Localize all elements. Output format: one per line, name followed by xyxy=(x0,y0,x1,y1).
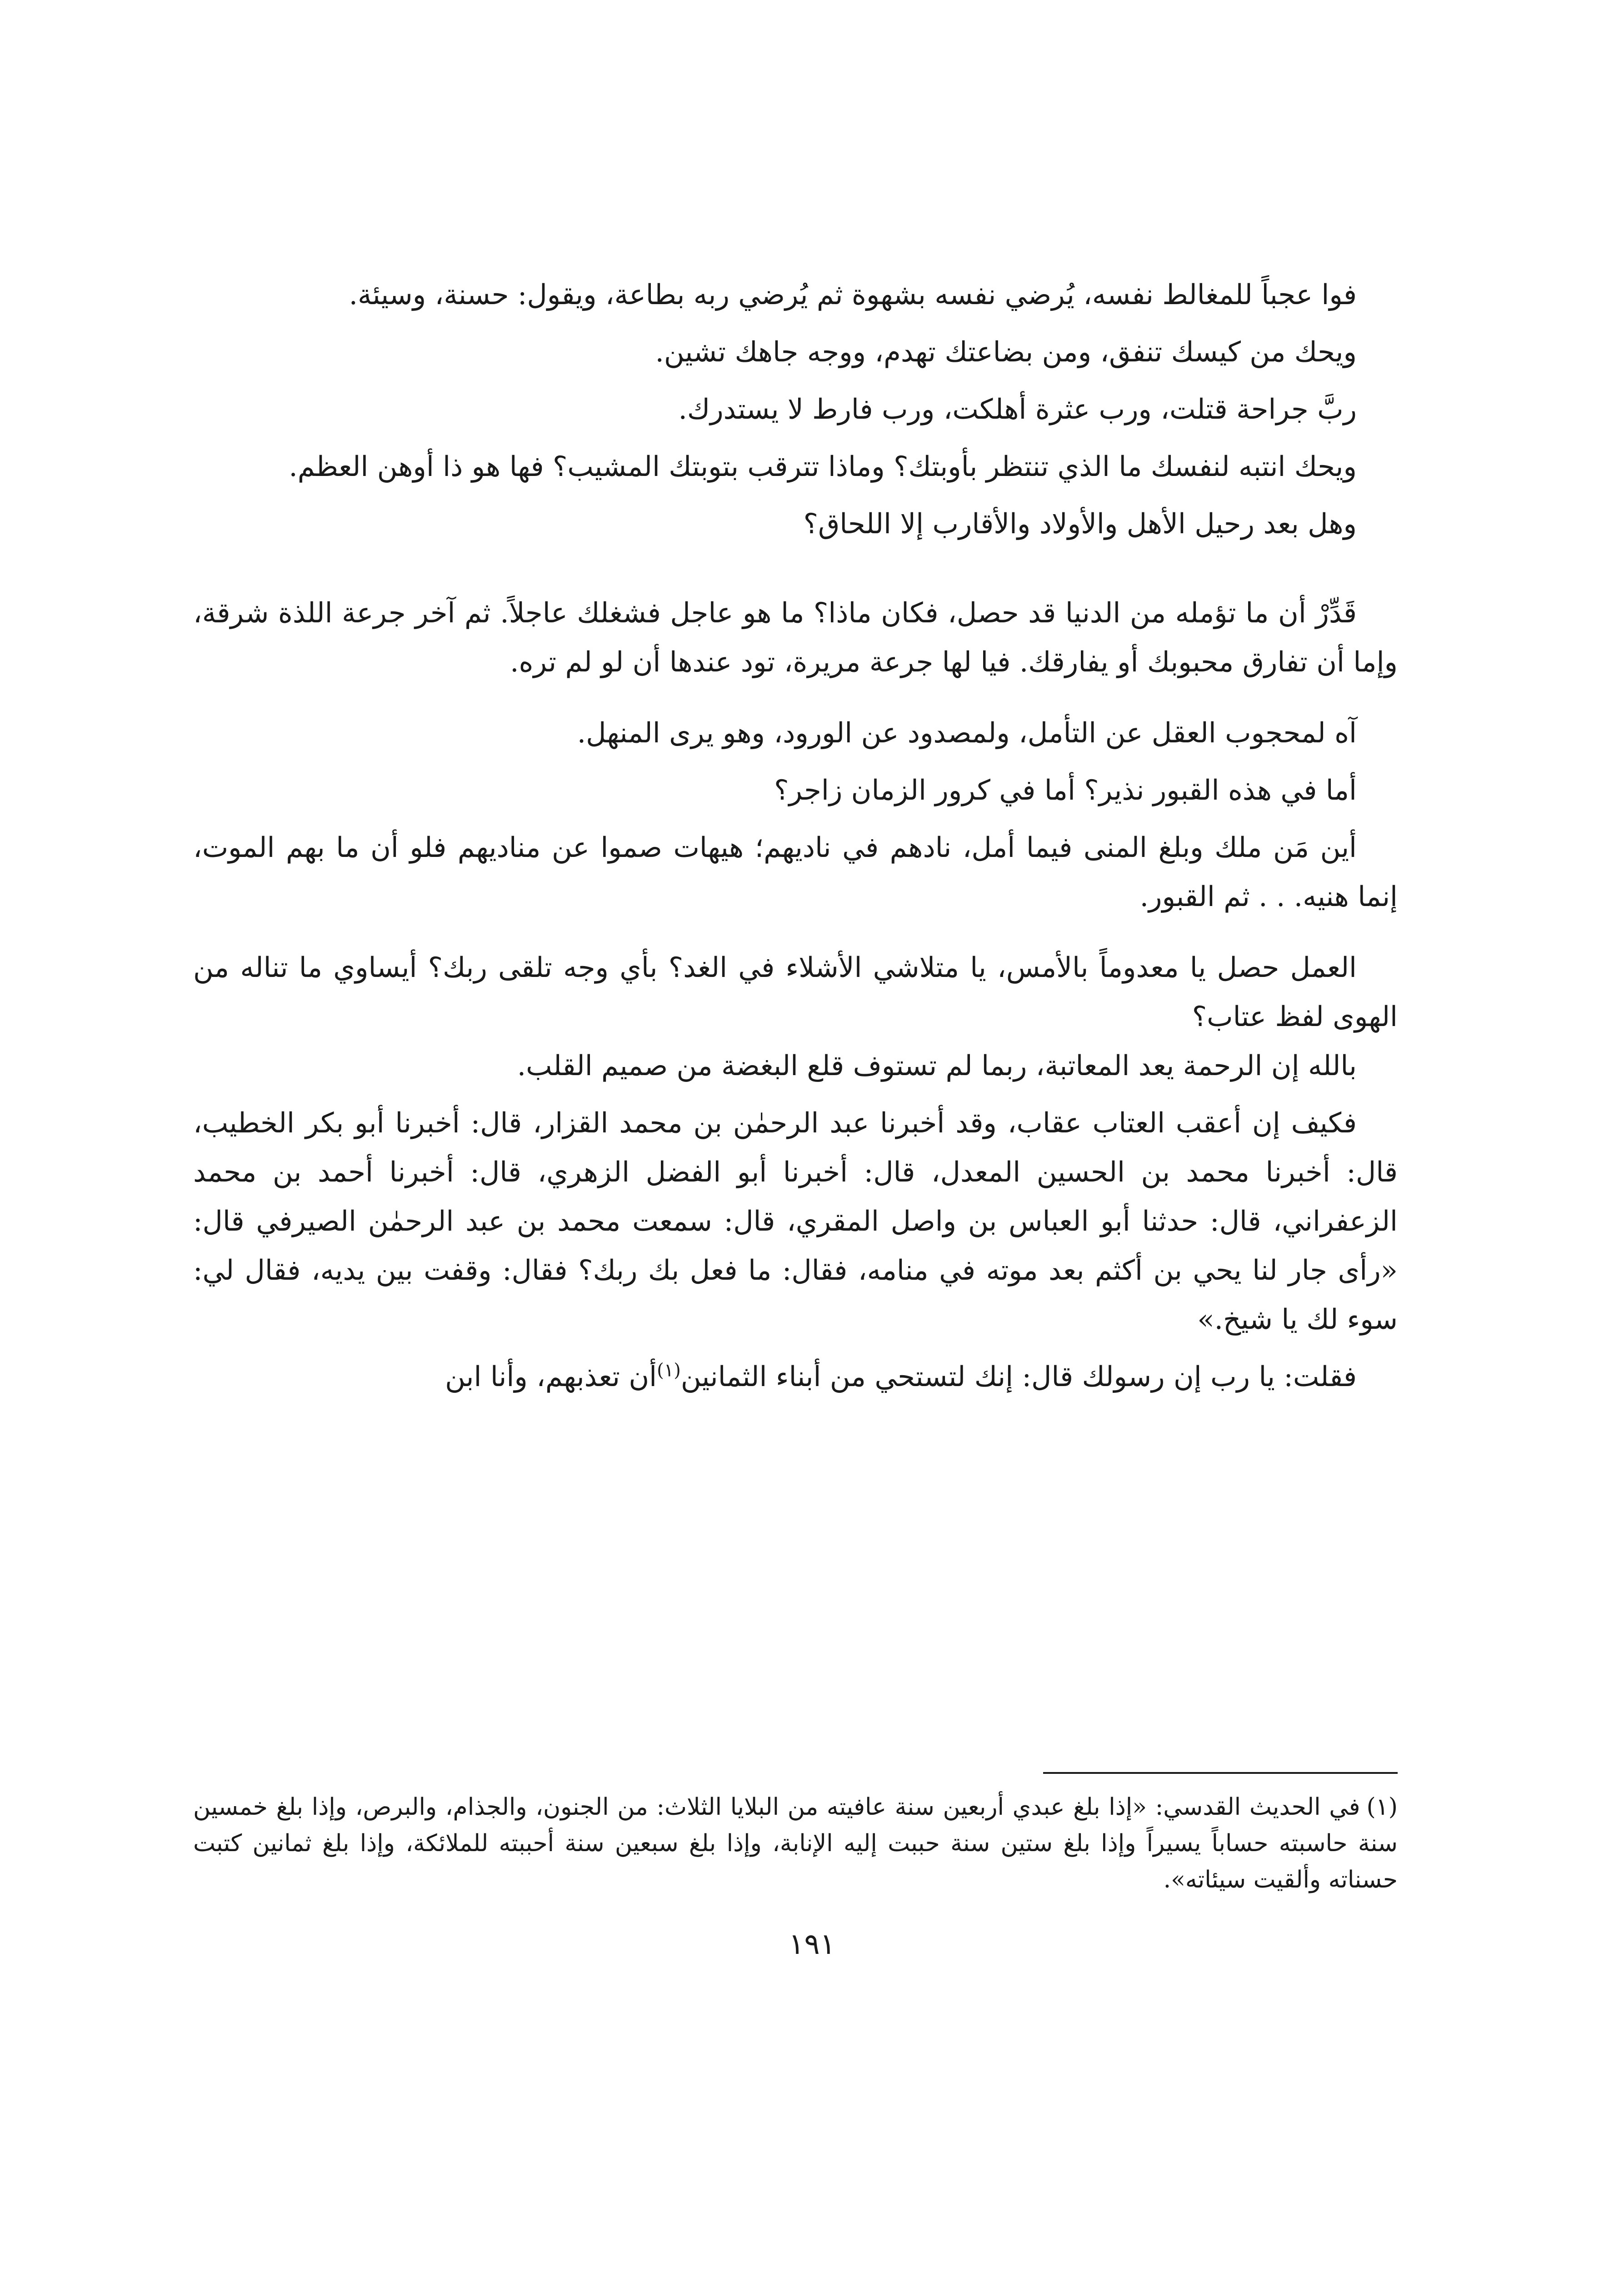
footnote-reference[interactable]: (١) xyxy=(657,1360,681,1381)
page-number: ١٩١ xyxy=(788,1928,836,1961)
paragraph-5: وهل بعد رحيل الأهل والأولاد والأقارب إلا اللحاق؟ xyxy=(803,508,1357,540)
footnote-1 xyxy=(193,1789,1398,1898)
paragraph-6: قَدِّرْ أن ما تؤمله من الدنيا قد حصل، فكان ماذا؟ ما هو عاجل فشغلك عاجلاً. ثم آخر جرعة اللذة شرقة، وإما أن تفارق محبوبك أو يفارقك. فيا لها جرعة مريرة، تود عندها أن لو لم تره. xyxy=(193,597,1398,678)
paragraph-4: ويحك انتبه لنفسك ما الذي تنتظر بأوبتك؟ وماذا تترقب بتوبتك المشيب؟ فها هو ذا أوهن العظم. xyxy=(289,451,1357,483)
paragraph-1: فوا عجباً للمغالط نفسه، يُرضي نفسه بشهوة ثم يُرضي ربه بطاعة، ويقول: حسنة، وسيئة. xyxy=(349,279,1357,311)
paragraph-3: ربَّ جراحة قتلت، ورب عثرة أهلكت، ورب فارط لا يستدرك. xyxy=(678,393,1357,426)
footnote-number: (١) xyxy=(1366,1793,1398,1821)
paragraph-9: أين مَن ملك وبلغ المنى فيما أمل، نادهم في ناديهم؛ هيهات صموا عن مناديهم فلو أن ما بهم الموت، إنما هنيه. . . ثم القبور. xyxy=(193,831,1398,913)
footnote-separator xyxy=(1043,1772,1398,1774)
paragraph-10: العمل حصل يا معدوماً بالأمس، يا متلاشي الأشلاء في الغد؟ بأي وجه تلقى ربك؟ أيساوي ما تناله من الهوى لفظ عتاب؟ xyxy=(193,951,1398,1033)
paragraph-13 xyxy=(193,1352,1398,1402)
paragraph-11: بالله إن الرحمة يعد المعاتبة، ربما لم تستوف قلع البغضة من صميم القلب. xyxy=(517,1050,1357,1082)
footnotes xyxy=(193,1789,1398,1898)
main-text xyxy=(193,270,1398,1402)
paragraph-7: آه لمحجوب العقل عن التأمل، ولمصدود عن الورود، وهو يرى المنهل. xyxy=(577,717,1357,749)
paragraph-13-start: فقلت: يا رب إن رسولك قال: إنك لتستحي من أبناء الثمانين xyxy=(680,1361,1357,1393)
paragraph-8: أما في هذه القبور نذير؟ أما في كرور الزمان زاجر؟ xyxy=(774,774,1357,806)
paragraph-2: ويحك من كيسك تنفق، ومن بضاعتك تهدم، ووجه جاهك تشين. xyxy=(655,336,1357,368)
footnote-text: في الحديث القدسي: «إذا بلغ عبدي أربعين سنة عافيته من البلايا الثلاث: من الجنون، والجذام، والبرص، وإذا بلغ خمسين سنة حاسبته حساباً يسيراً وإذا بلغ ستين سنة حببت إليه الإنابة، وإذا بلغ سبعين سنة أحببته للملائكة، وإذا بلغ ثمانين كتبت حسناته وألقيت سيئاته». xyxy=(193,1793,1398,1893)
paragraph-12: فكيف إن أعقب العتاب عقاب، وقد أخبرنا عبد الرحمٰن بن محمد القزار، قال: أخبرنا أبو بكر الخطيب، قال: أخبرنا محمد بن الحسين المعدل، قال: أخبرنا أبو الفضل الزهري، قال: أخبرنا أحمد بن محمد الزعفراني، قال: حدثنا أبو العباس بن واصل المقري، قال: سمعت محمد بن عبد الرحمٰن الصيرفي قال: «رأى جار لنا يحي بن أكثم بعد موته في منامه، فقال: ما فعل بك ربك؟ فقال: وقفت بين يديه، فقال لي: سوء لك يا شيخ.» xyxy=(193,1107,1398,1336)
paragraph-13-end: أن تعذبهم، وأنا ابن xyxy=(445,1361,657,1393)
